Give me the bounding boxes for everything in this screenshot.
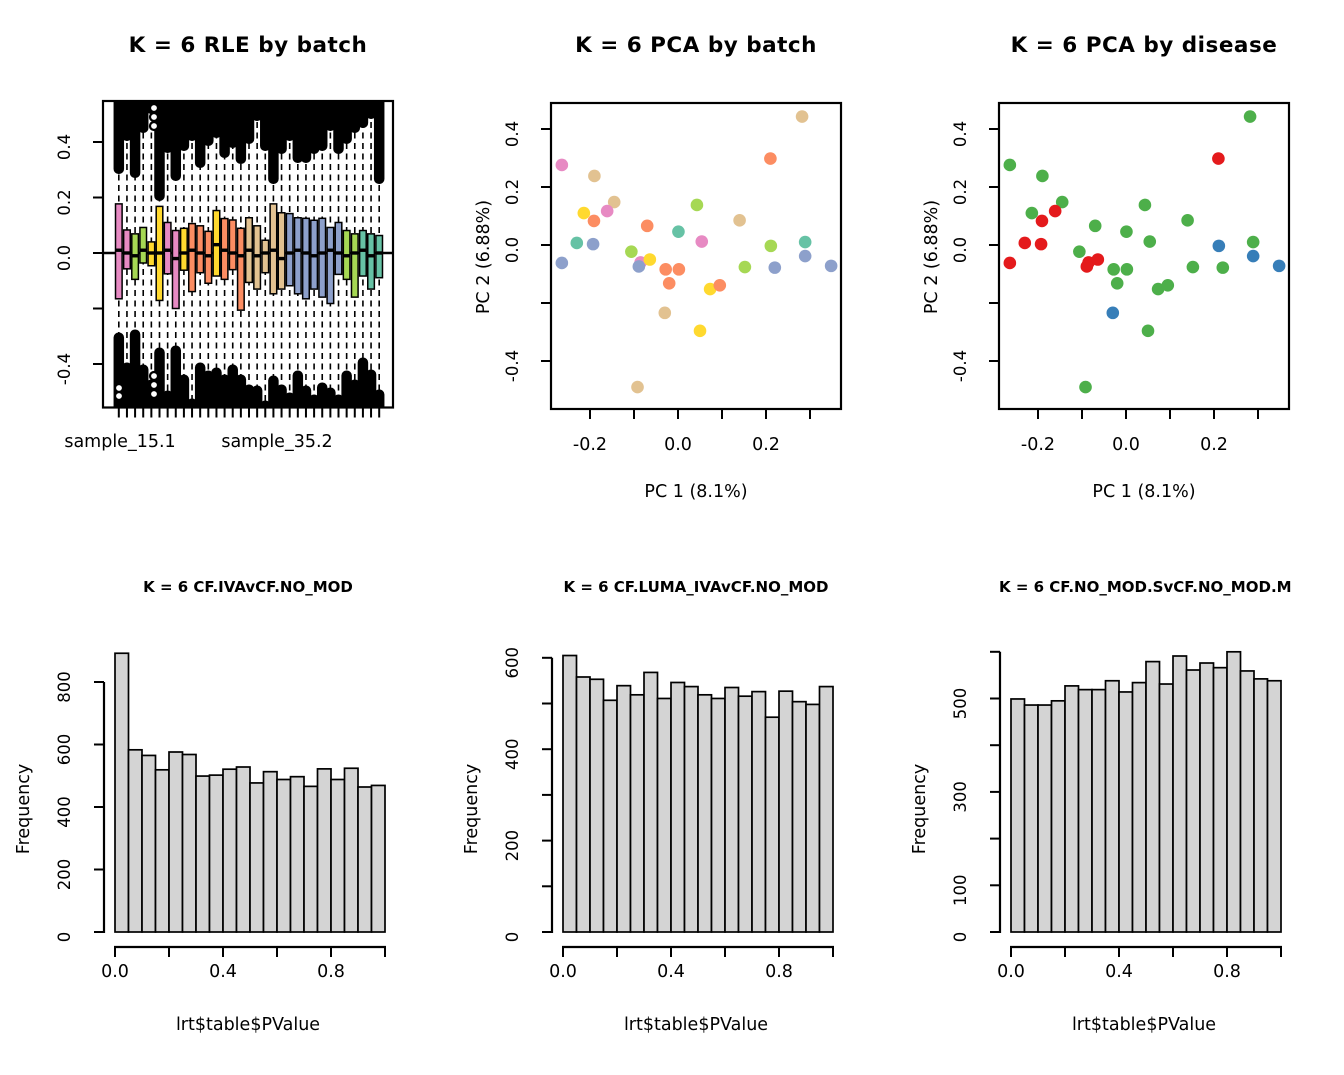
svg-text:0.4: 0.4 xyxy=(951,120,970,148)
y-axis-label: Frequency xyxy=(910,763,930,855)
svg-text:0: 0 xyxy=(951,931,970,943)
svg-text:800: 800 xyxy=(55,671,74,703)
panel-hist-cf-nomod xyxy=(896,537,1344,1075)
svg-text:0.2: 0.2 xyxy=(951,178,970,206)
panel-title: K = 6 CF.NO_MOD.SvCF.NO_MOD.M xyxy=(999,578,1292,596)
svg-text:0.4: 0.4 xyxy=(657,962,685,982)
svg-text:200: 200 xyxy=(55,858,74,891)
panel-rle-by-batch xyxy=(0,0,448,538)
svg-text:0.8: 0.8 xyxy=(1213,962,1241,982)
panel-hist-cf-luma xyxy=(448,537,896,1075)
svg-text:-0.4: -0.4 xyxy=(55,352,74,386)
panel-title: K = 6 CF.IVAvCF.NO_MOD xyxy=(143,578,353,596)
svg-text:0.4: 0.4 xyxy=(503,120,522,148)
svg-text:300: 300 xyxy=(951,781,970,813)
pca-batch-canvas xyxy=(448,0,896,538)
svg-text:sample_35.2: sample_35.2 xyxy=(221,432,333,452)
svg-text:400: 400 xyxy=(55,796,74,828)
svg-text:0.2: 0.2 xyxy=(1200,435,1228,455)
svg-text:0.0: 0.0 xyxy=(101,962,129,982)
svg-text:0.8: 0.8 xyxy=(765,962,793,982)
svg-text:0.2: 0.2 xyxy=(503,178,522,206)
svg-text:600: 600 xyxy=(503,647,522,679)
hist-3-canvas xyxy=(896,537,1344,1075)
panel-title: K = 6 PCA by disease xyxy=(1010,33,1278,58)
y-axis-label: Frequency xyxy=(462,763,482,855)
svg-text:0.4: 0.4 xyxy=(55,133,74,161)
svg-text:-0.4: -0.4 xyxy=(503,349,522,383)
svg-text:500: 500 xyxy=(951,687,970,720)
x-axis-label: PC 1 (8.1%) xyxy=(1092,482,1196,502)
y-axis-label: Frequency xyxy=(14,763,34,855)
svg-text:0.0: 0.0 xyxy=(664,435,692,455)
svg-text:0.0: 0.0 xyxy=(549,962,577,982)
x-axis-label: PC 1 (8.1%) xyxy=(644,482,748,502)
svg-text:600: 600 xyxy=(55,733,74,766)
svg-text:0.4: 0.4 xyxy=(209,962,237,982)
svg-text:0.0: 0.0 xyxy=(997,962,1025,982)
svg-text:200: 200 xyxy=(503,829,522,862)
panel-hist-cf-iva xyxy=(0,537,448,1075)
panel-title: K = 6 CF.LUMA_IVAvCF.NO_MOD xyxy=(563,578,829,596)
svg-text:sample_15.1: sample_15.1 xyxy=(64,432,176,452)
svg-text:0.4: 0.4 xyxy=(1105,962,1133,982)
panel-pca-by-batch xyxy=(448,0,896,538)
y-axis-label: PC 2 (6.88%) xyxy=(474,199,494,315)
svg-text:0.2: 0.2 xyxy=(55,189,74,216)
svg-text:-0.2: -0.2 xyxy=(572,435,608,455)
svg-text:0.0: 0.0 xyxy=(503,236,522,264)
panel-title: K = 6 PCA by batch xyxy=(575,33,817,58)
x-axis-label: lrt$table$PValue xyxy=(175,1015,321,1035)
svg-text:0.0: 0.0 xyxy=(55,244,74,272)
svg-text:0: 0 xyxy=(503,931,522,943)
hist-2-canvas xyxy=(448,537,896,1075)
svg-text:0.0: 0.0 xyxy=(951,236,970,264)
hist-1-canvas xyxy=(0,537,448,1075)
svg-text:0.0: 0.0 xyxy=(1112,435,1140,455)
pca-disease-canvas xyxy=(896,0,1344,538)
svg-text:100: 100 xyxy=(951,874,970,907)
svg-text:0: 0 xyxy=(55,931,74,943)
panel-title: K = 6 RLE by batch xyxy=(128,33,368,58)
panel-pca-by-disease xyxy=(896,0,1344,538)
svg-text:-0.4: -0.4 xyxy=(951,349,970,383)
y-axis-label: PC 2 (6.88%) xyxy=(922,199,942,315)
rle-boxplot-canvas xyxy=(0,0,448,538)
x-axis-label: lrt$table$PValue xyxy=(623,1015,769,1035)
svg-text:0.2: 0.2 xyxy=(752,435,780,455)
svg-text:400: 400 xyxy=(503,738,522,770)
svg-text:-0.2: -0.2 xyxy=(1020,435,1056,455)
x-axis-label: lrt$table$PValue xyxy=(1071,1015,1217,1035)
svg-text:0.8: 0.8 xyxy=(317,962,345,982)
